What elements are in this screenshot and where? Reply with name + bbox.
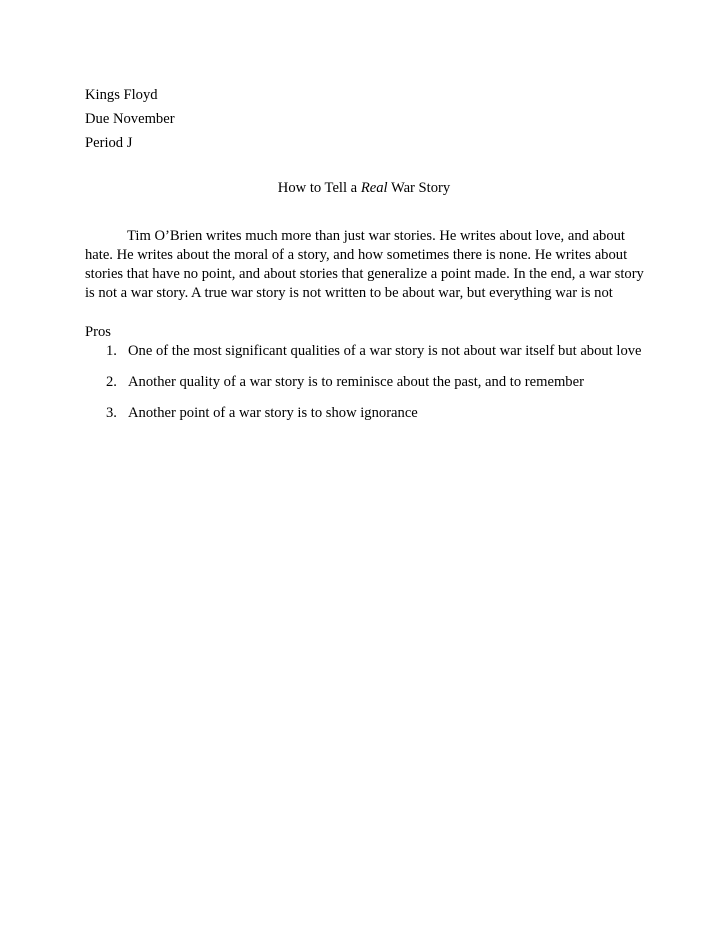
- paragraph-line: hate. He writes about the moral of a story, and how sometimes there is none. He writes about: [85, 247, 628, 263]
- pros-heading: Pros: [85, 324, 111, 340]
- list-item-text: One of the most significant qualities of a war story is not about war itself but about love: [128, 343, 642, 359]
- title-suffix: War Story: [387, 180, 451, 196]
- title-italic-word: Real: [360, 180, 388, 196]
- list-item-text: Another quality of a war story is to reminisce about the past, and to remember: [128, 374, 584, 390]
- pros-list-item: [106, 373, 584, 391]
- class-period: Period J: [85, 135, 133, 151]
- document-title: [0, 179, 728, 197]
- paragraph-line: is not a war story. A true war story is not written to be about war, but everything war is not: [85, 285, 613, 301]
- list-number: 3.: [106, 405, 117, 421]
- title-prefix: How to Tell a: [277, 180, 361, 196]
- list-number: 2.: [106, 374, 117, 390]
- paragraph-line: Tim O’Brien writes much more than just war stories. He writes about love, and about: [127, 228, 625, 244]
- list-number: 1.: [106, 343, 117, 359]
- due-date: Due November: [85, 111, 175, 127]
- student-name: Kings Floyd: [85, 87, 158, 103]
- paragraph-line: stories that have no point, and about stories that generalize a point made. In the end, a war story: [85, 266, 644, 282]
- body-paragraph: [85, 227, 645, 303]
- pros-list-item: [106, 404, 418, 422]
- list-item-text: Another point of a war story is to show ignorance: [128, 405, 418, 421]
- pros-list-item: [106, 342, 642, 360]
